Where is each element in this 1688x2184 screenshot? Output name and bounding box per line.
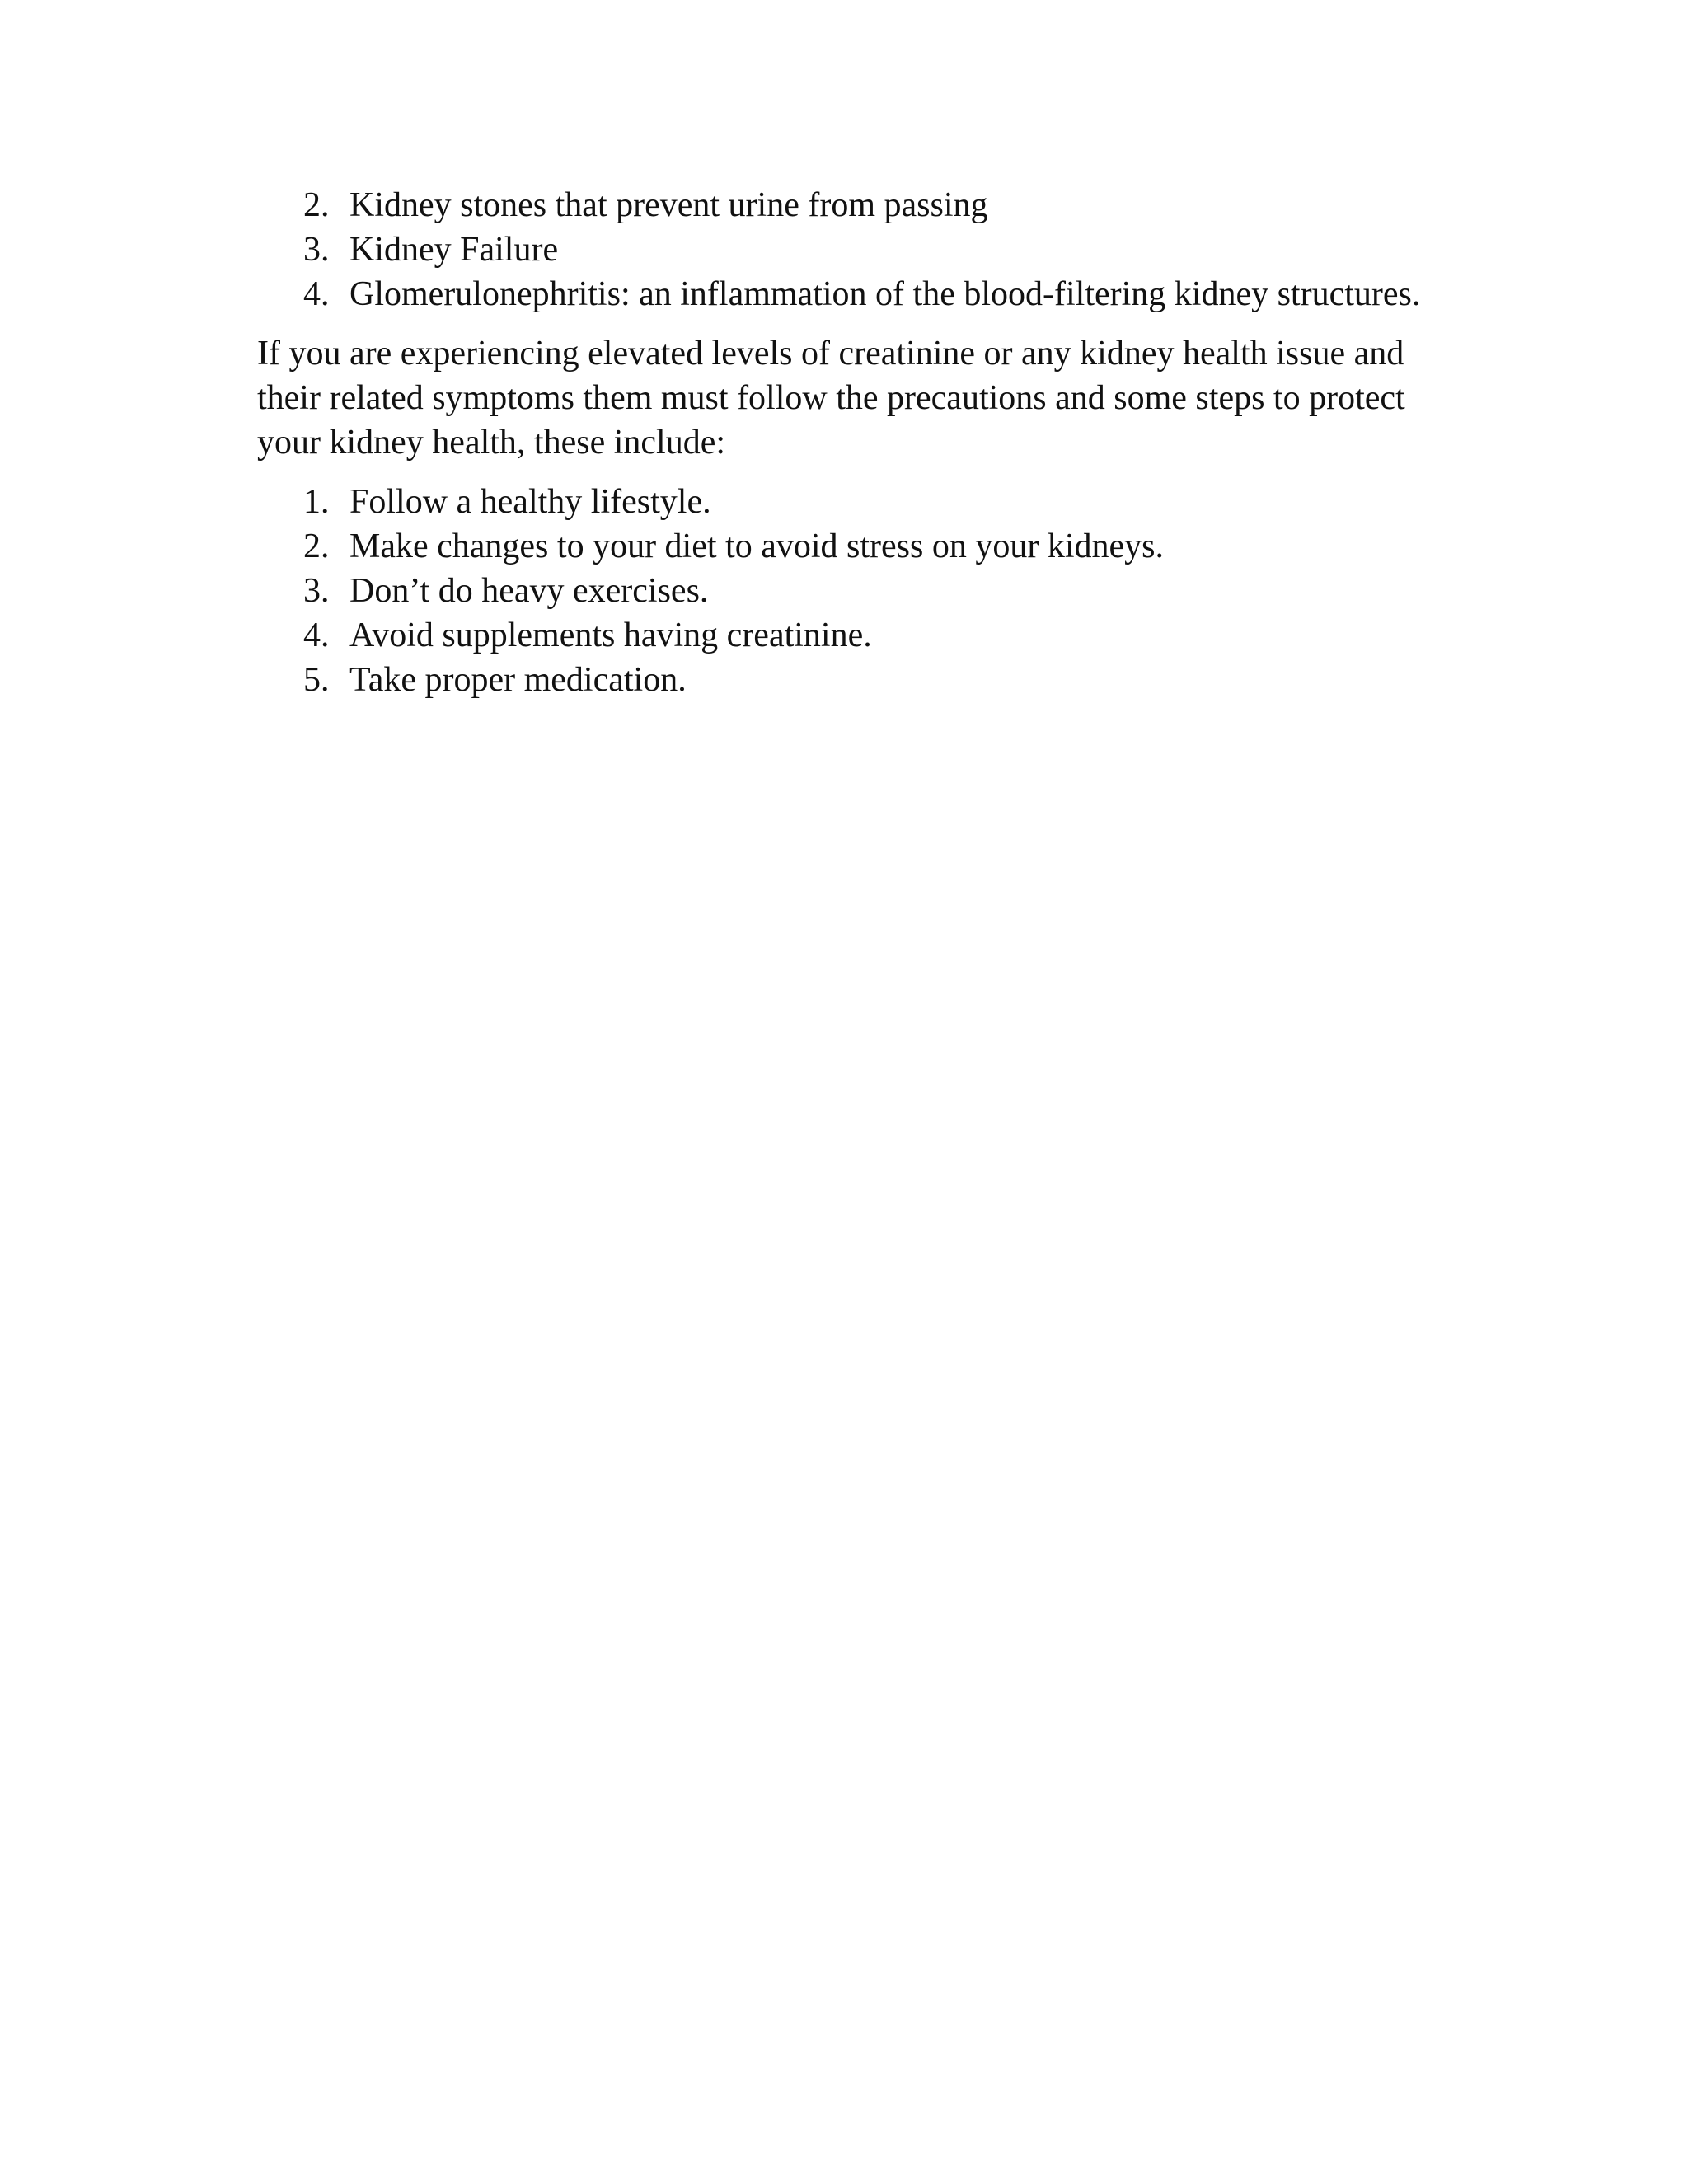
list-item-number (257, 480, 349, 524)
list-item-text: Kidney stones that prevent urine from passing (349, 186, 988, 224)
paragraph-line: If you are experiencing elevated levels of creatinine or any kidney health issue and (257, 335, 1404, 373)
list-item-text: Kidney Failure (349, 231, 559, 269)
list-item-number-text: 2. (303, 186, 330, 224)
list-item-number (257, 183, 349, 227)
list-item-number-text: 5. (303, 661, 330, 699)
paragraph-line: your kidney health, these include: (257, 424, 726, 462)
list-item-text: Make changes to your diet to avoid stress on your kidneys. (349, 527, 1164, 565)
list-item-text: Avoid supplements having creatinine. (349, 616, 872, 654)
list-item-number (257, 569, 349, 613)
list-item-number (257, 272, 349, 316)
list-item-number (257, 658, 349, 702)
list-item-number (257, 524, 349, 569)
list-item (257, 569, 1452, 613)
body-paragraph (257, 331, 1444, 465)
list-item (257, 658, 1452, 702)
list-item-number-text: 4. (303, 275, 330, 313)
list-item (257, 227, 1452, 272)
document-content (257, 183, 1452, 702)
list-item (257, 183, 1452, 227)
list-item-number-text: 4. (303, 616, 330, 654)
list-item-text: Take proper medication. (349, 661, 687, 699)
paragraph-line: their related symptoms them must follow the precautions and some steps to protect (257, 379, 1405, 417)
list-item-text: Glomerulonephritis: an inflammation of the blood-filtering kidney structures. (349, 275, 1421, 313)
list-item (257, 613, 1452, 658)
precautions-list (257, 480, 1452, 702)
list-item-text: Follow a healthy lifestyle. (349, 483, 711, 521)
list-item-number-text: 2. (303, 527, 330, 565)
list-item (257, 272, 1452, 316)
list-item-number (257, 227, 349, 272)
list-item (257, 480, 1452, 524)
list-item-number-text: 3. (303, 231, 330, 269)
list-item-number (257, 613, 349, 658)
list-item-text: Don’t do heavy exercises. (349, 572, 709, 610)
causes-list (257, 183, 1452, 316)
list-item-number-text: 3. (303, 572, 330, 610)
list-item-number-text: 1. (303, 483, 330, 521)
list-item (257, 524, 1452, 569)
